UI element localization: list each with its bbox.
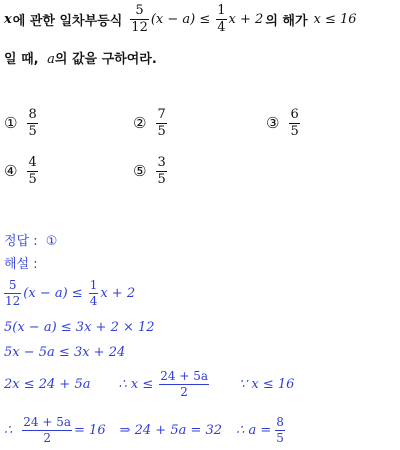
question-fraction-2: $\frac{1}{4}$ <box>217 3 226 35</box>
option-2[interactable] <box>133 108 169 138</box>
option-5-mark: ⑤ <box>133 162 147 181</box>
option-4[interactable] <box>4 156 40 186</box>
question-text-b: 의 해가 <box>265 13 308 29</box>
step4-fraction: $\frac{24 + 5a}{2}$ <box>160 369 208 399</box>
question-expression-a: (x − a) ≤ <box>150 11 211 27</box>
question-line-2 <box>4 48 157 67</box>
question-line-1 <box>4 4 357 34</box>
question-variable-a: a <box>47 52 55 67</box>
option-2-mark: ② <box>133 114 147 133</box>
option-5-fraction: $\frac{3}{5}$ <box>157 155 166 187</box>
option-1[interactable] <box>4 108 40 138</box>
answer-line <box>4 230 57 249</box>
step5-result-fraction: $\frac{8}{5}$ <box>276 415 284 445</box>
question-expression-b: x + 2 <box>228 11 264 27</box>
option-3-mark: ③ <box>266 114 280 133</box>
explanation-step-4 <box>4 370 294 398</box>
option-3-fraction: $\frac{6}{5}$ <box>290 107 299 139</box>
step1-middle: (x − a) ≤ <box>23 285 83 301</box>
step5-implies: ⇒ 24 + 5a = 32 <box>119 422 223 438</box>
answer-label: 정답 : <box>4 234 38 249</box>
step1-fraction-1: $\frac{5}{12}$ <box>5 278 21 308</box>
option-1-fraction: $\frac{8}{5}$ <box>28 107 37 139</box>
step4-part-a: 2x ≤ 24 + 5a <box>4 376 91 392</box>
question-condition: x ≤ 16 <box>313 11 357 27</box>
explanation-step-3: 5x − 5a ≤ 3x + 24 <box>4 345 126 360</box>
step4-part-b: ∴ x ≤ <box>118 376 154 392</box>
question-text-d: 의 값을 구하여라. <box>54 52 157 67</box>
option-5[interactable] <box>133 156 169 186</box>
step4-part-c: ∵ x ≤ 16 <box>239 376 295 392</box>
step5-equals: = 16 <box>74 422 106 438</box>
step1-fraction-2: $\frac{1}{4}$ <box>89 278 98 308</box>
question-fraction-1: $\frac{5}{12}$ <box>131 3 148 35</box>
question-variable: x <box>4 11 12 27</box>
option-1-mark: ① <box>4 114 18 133</box>
explanation-step-2: 5(x − a) ≤ 3x + 2 × 12 <box>4 320 155 335</box>
explanation-step-5 <box>4 416 287 444</box>
step5-fraction: $\frac{24 + 5a}{2}$ <box>23 415 72 445</box>
option-4-fraction: $\frac{4}{5}$ <box>28 155 37 187</box>
option-4-mark: ④ <box>4 162 18 181</box>
step5-therefore: ∴ <box>4 422 13 438</box>
answer-value: ① <box>45 234 58 249</box>
question-text-a: 에 관한 일차부등식 <box>12 13 123 29</box>
step5-result: ∴ a = <box>236 422 272 438</box>
question-text-c: 일 때, <box>4 52 39 67</box>
option-3[interactable] <box>266 108 302 138</box>
step1-end: x + 2 <box>100 285 136 301</box>
option-2-fraction: $\frac{7}{5}$ <box>157 107 166 139</box>
explanation-step-1 <box>4 279 135 307</box>
explanation-label: 해설 : <box>4 257 38 272</box>
